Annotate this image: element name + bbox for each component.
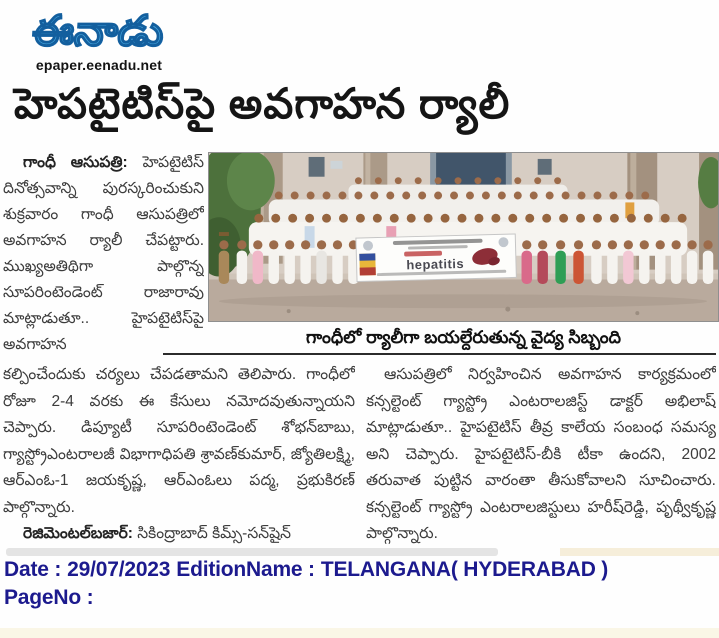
footer-separator-tint bbox=[560, 548, 719, 556]
intro-dateline: గాంధీ ఆసుపత్రి: bbox=[23, 154, 128, 171]
epaper-url: epaper.eenadu.net bbox=[35, 57, 163, 73]
pageno-line bbox=[4, 586, 99, 610]
body-left-paragraph bbox=[3, 362, 355, 521]
pageno-label: PageNo : bbox=[4, 586, 94, 609]
photo-caption: గాంధీలో ర్యాలీగా బయల్దేరుతున్న వైద్య సిబ్బంది bbox=[306, 327, 621, 347]
date-value: 29/07/2023 bbox=[67, 558, 171, 581]
body-column-right bbox=[366, 362, 716, 558]
banner-hepatitis-text: hepatitis bbox=[406, 255, 465, 273]
footer-date-line bbox=[4, 558, 614, 582]
eenadu-logo: ఈనాడు bbox=[30, 7, 166, 54]
body-left-text: కల్పించేందుకు చర్యలు చేపడతామని తెలిపారు. గాంధీలో రోజూ 2-4 వరకు ఈ కేసులు నమోదవుతున్నాయని చెప్పారు. డిప్యూటీ సూపరింటెండెంట్ శోభన్‌బాబు, గ్యాస్ట్రోఎంటరాలజీ విభాగాధిపతి శ్రావణ్‌కుమార్, జ్యోతిలక్ష్మి, ఆర్ఎంఓ-1 జయకృష్ణ, ఆర్ఎంఓలు పద్మ, ప్రభుకిరణ్ పాల్గొన్నారు. bbox=[3, 366, 355, 516]
section-divider bbox=[163, 353, 716, 355]
regimental-dateline: రెజిమెంటల్‌బజార్: bbox=[23, 525, 133, 542]
edition-value: TELANGANA( HYDERABAD ) bbox=[320, 558, 609, 581]
regimental-text: సికింద్రాబాద్ కిమ్స్-సన్‌షైన్ bbox=[137, 525, 292, 542]
intro-text: హెపటైటిస్ దినోత్సవాన్ని పురస్కరించుకుని శుక్రవారం గాంధీ ఆసుపత్రిలో అవగాహన ర్యాలీ చేపట్టారు. ముఖ్యఅతిథిగా పాల్గొన్న సూపరింటెండెంట్ రాజారావు మాట్లాడుతూ.. హైపటైటిస్‌పై అవగాహన bbox=[3, 154, 204, 353]
date-label: Date : bbox=[4, 558, 62, 581]
photo-banner bbox=[356, 234, 516, 282]
photo-ground bbox=[209, 279, 718, 321]
footer-separator bbox=[6, 548, 498, 556]
body-right-text: ఆసుపత్రిలో నిర్వహించిన అవగాహన కార్యక్రమంలో కన్సల్టెంట్ గ్యాస్ట్రో ఎంటరాలజిస్ట్ డాక్టర్ అభిలాష్ మాట్లాడుతూ.. హైపటైటిస్ తీవ్ర కాలేయ సంబంధ సమస్య అని చెప్పారు. హైపటైటిస్-బీకి టీకా ఉందని, 2002 తరువాత పుట్టిన వారంతా తీసుకోవాలని సూచించారు. కన్సల్టెంట్ గ్యాస్ట్రో ఎంటరాలజిస్టులు హరీష్‌రెడ్డి, పృథ్వీకృష్ణ పాల్గొన్నారు. bbox=[366, 366, 716, 542]
edition-label: EditionName : bbox=[176, 558, 315, 581]
rally-photo-illustration bbox=[209, 153, 718, 321]
regimental-paragraph bbox=[3, 521, 355, 548]
intro-column bbox=[3, 150, 204, 358]
article-headline: హెపటైటిస్‌పై అవగాహన ర్యాలీ bbox=[14, 80, 511, 127]
bottom-band bbox=[0, 628, 719, 638]
intro-paragraph bbox=[3, 150, 204, 358]
body-column-left bbox=[3, 362, 355, 558]
rally-photo bbox=[208, 152, 719, 322]
body-right-paragraph bbox=[366, 362, 716, 548]
